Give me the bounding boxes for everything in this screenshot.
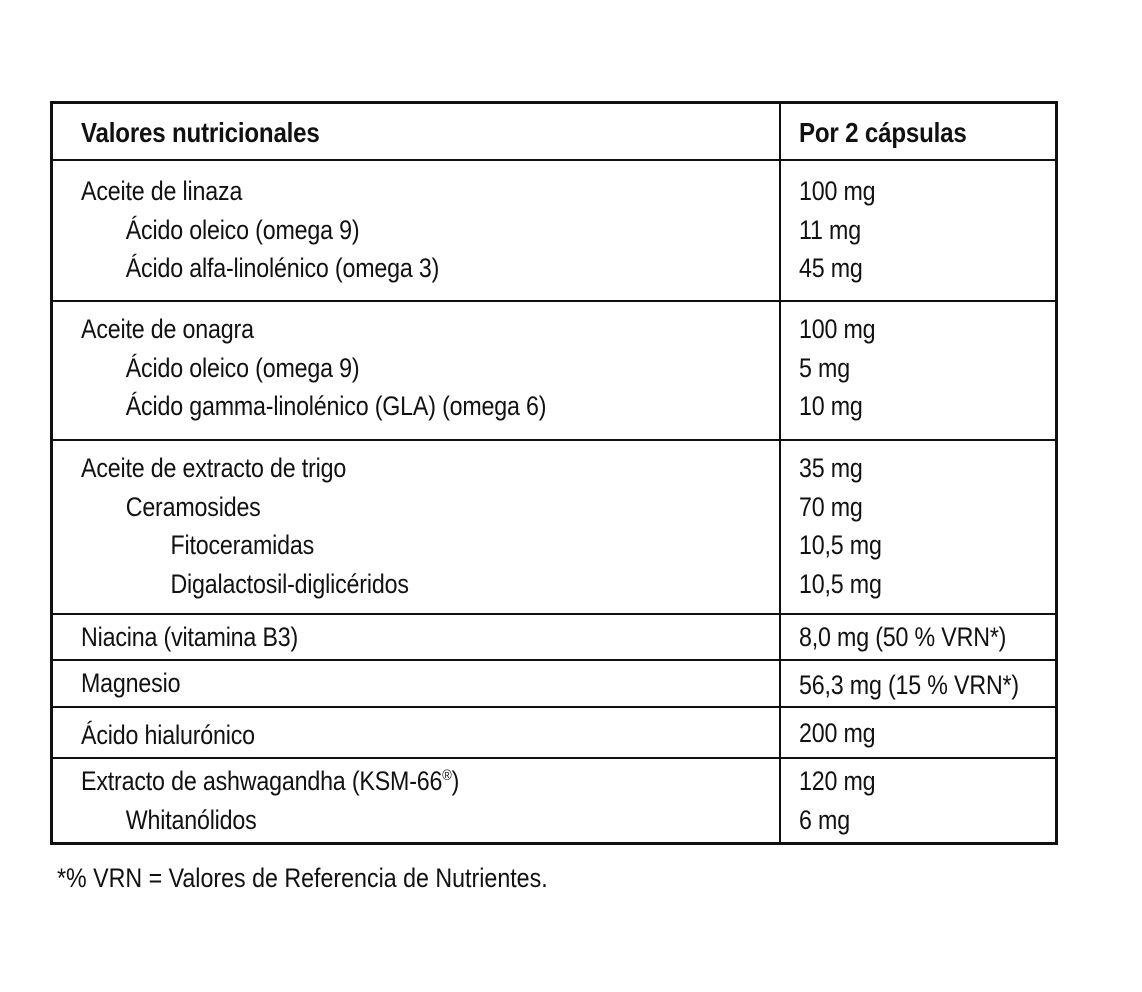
footnote: *% VRN = Valores de Referencia de Nutrientes. bbox=[57, 863, 548, 893]
registered-mark: ® bbox=[442, 767, 452, 784]
nutrient-value: 10 mg bbox=[799, 391, 863, 421]
nutrient-value: 120 mg bbox=[799, 766, 876, 796]
table-group-ashwagandha bbox=[53, 759, 1055, 842]
nutrient-name: Ácido oleico (omega 9) bbox=[125, 214, 360, 245]
nutrient-name: Niacina (vitamina B3) bbox=[81, 622, 299, 652]
table-group-wheat bbox=[53, 441, 1055, 615]
table-row-hyaluronic bbox=[53, 708, 1055, 759]
nutrient-value: 200 mg bbox=[799, 718, 876, 748]
nutrient-value: 70 mg bbox=[799, 491, 863, 522]
nutrient-name: Aceite de extracto de trigo bbox=[81, 453, 347, 483]
header-dose-label: Por 2 cápsulas bbox=[799, 117, 967, 148]
nutrient-name: Whitanólidos bbox=[125, 804, 257, 835]
nutrient-name: Ácido alfa-linolénico (omega 3) bbox=[125, 253, 440, 283]
table-group-linseed bbox=[53, 161, 1055, 302]
nutrient-value: 8,0 mg (50 % VRN*) bbox=[799, 622, 1007, 652]
nutrient-value: 10,5 mg bbox=[799, 568, 882, 599]
nutrient-value: 100 mg bbox=[799, 176, 876, 206]
table-header-row bbox=[53, 104, 1055, 161]
nutrient-value: 11 mg bbox=[799, 214, 861, 245]
nutrient-value: 45 mg bbox=[799, 253, 863, 283]
header-nutrients-label: Valores nutricionales bbox=[81, 117, 320, 148]
nutrient-name bbox=[81, 762, 674, 801]
nutrition-table bbox=[50, 101, 1058, 845]
nutrient-name-text: Extracto de ashwagandha (KSM-66 bbox=[81, 766, 443, 796]
nutrient-name: Magnesio bbox=[81, 668, 181, 698]
nutrient-name: Ceramosides bbox=[125, 491, 261, 522]
nutrient-value: 35 mg bbox=[799, 453, 863, 483]
nutrient-value: 100 mg bbox=[799, 314, 876, 344]
table-row-magnesium bbox=[53, 661, 1055, 708]
nutrient-value: 5 mg bbox=[799, 352, 850, 383]
nutrient-name: Ácido oleico (omega 9) bbox=[125, 352, 360, 383]
nutrient-name: Aceite de linaza bbox=[81, 176, 243, 206]
nutrient-value: 10,5 mg bbox=[799, 530, 882, 560]
nutrient-name-tail: ) bbox=[451, 766, 460, 796]
table-row-niacin bbox=[53, 615, 1055, 661]
nutrient-name: Aceite de onagra bbox=[81, 314, 254, 344]
nutrient-value: 56,3 mg (15 % VRN*) bbox=[799, 670, 1019, 700]
nutrient-name: Fitoceramidas bbox=[170, 530, 315, 560]
nutrient-value: 6 mg bbox=[799, 804, 850, 835]
nutrient-name: Digalactosil-diglicéridos bbox=[170, 568, 409, 599]
nutrient-name: Ácido gamma-linolénico (GLA) (omega 6) bbox=[125, 391, 547, 421]
nutrient-name: Ácido hialurónico bbox=[81, 720, 255, 750]
table-group-primrose bbox=[53, 302, 1055, 441]
